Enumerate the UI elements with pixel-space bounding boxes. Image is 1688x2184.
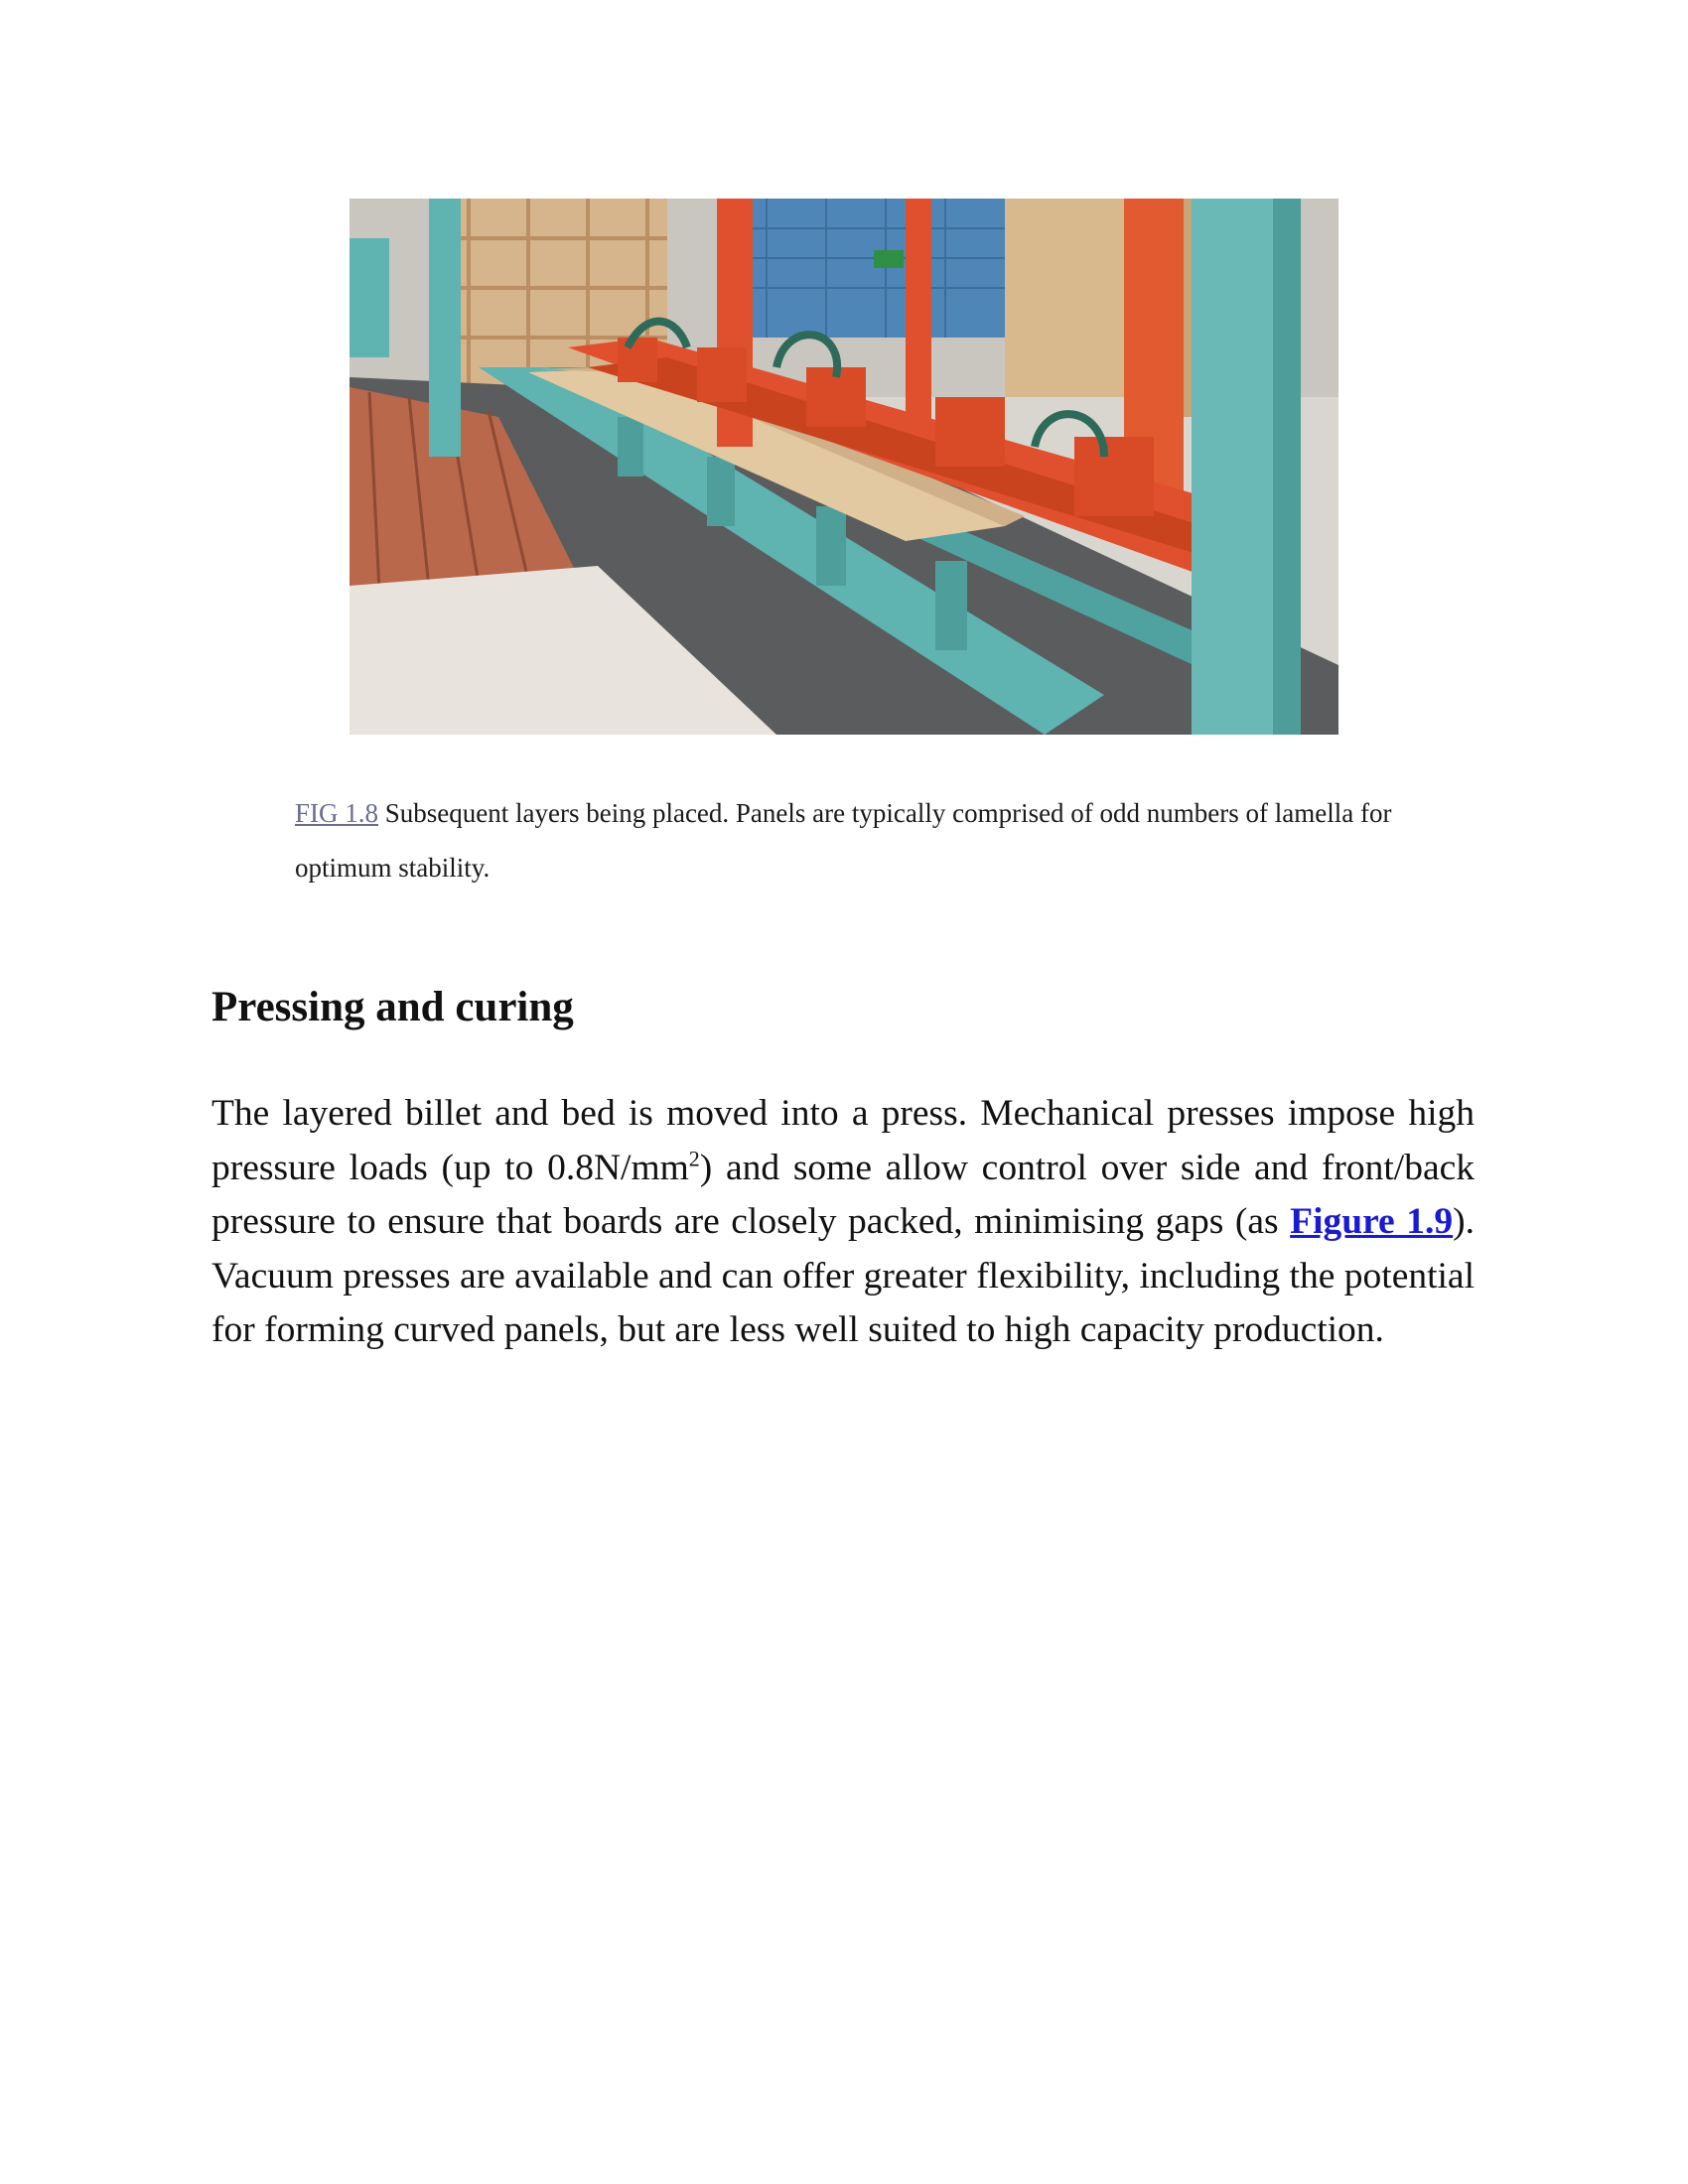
figure-caption [295,786,1397,895]
caption-text: Subsequent layers being placed. Panels are typically comprised of odd numbers of lamella for optimum stability. [295,798,1392,883]
paragraph-text-part-3: ). Vacuum presses are available and can offer greater flexibility, including the potential for forming curved panels, but are less well suited to high capacity production. [211,1201,1476,1350]
section-heading: Pressing and curing [211,984,574,1030]
paragraph-text-part-1: The layered billet and bed is moved into a press. Mechanical presses impose high pressure loads (up to 0.8N/mm [211,1093,1475,1188]
factory-press-line-illustration [350,199,1338,735]
figure-1-9-link[interactable]: Figure 1.9 [1290,1201,1454,1242]
paragraph-text-part-2: ) and some allow control over side and front/back pressure to ensure that boards are closely packed, minimising gaps (as [211,1147,1475,1242]
superscript-exponent: 2 [688,1146,700,1170]
body-paragraph [211,1087,1475,1358]
factory-photo [350,199,1338,735]
figure-reference-link[interactable]: FIG 1.8 [295,798,379,828]
